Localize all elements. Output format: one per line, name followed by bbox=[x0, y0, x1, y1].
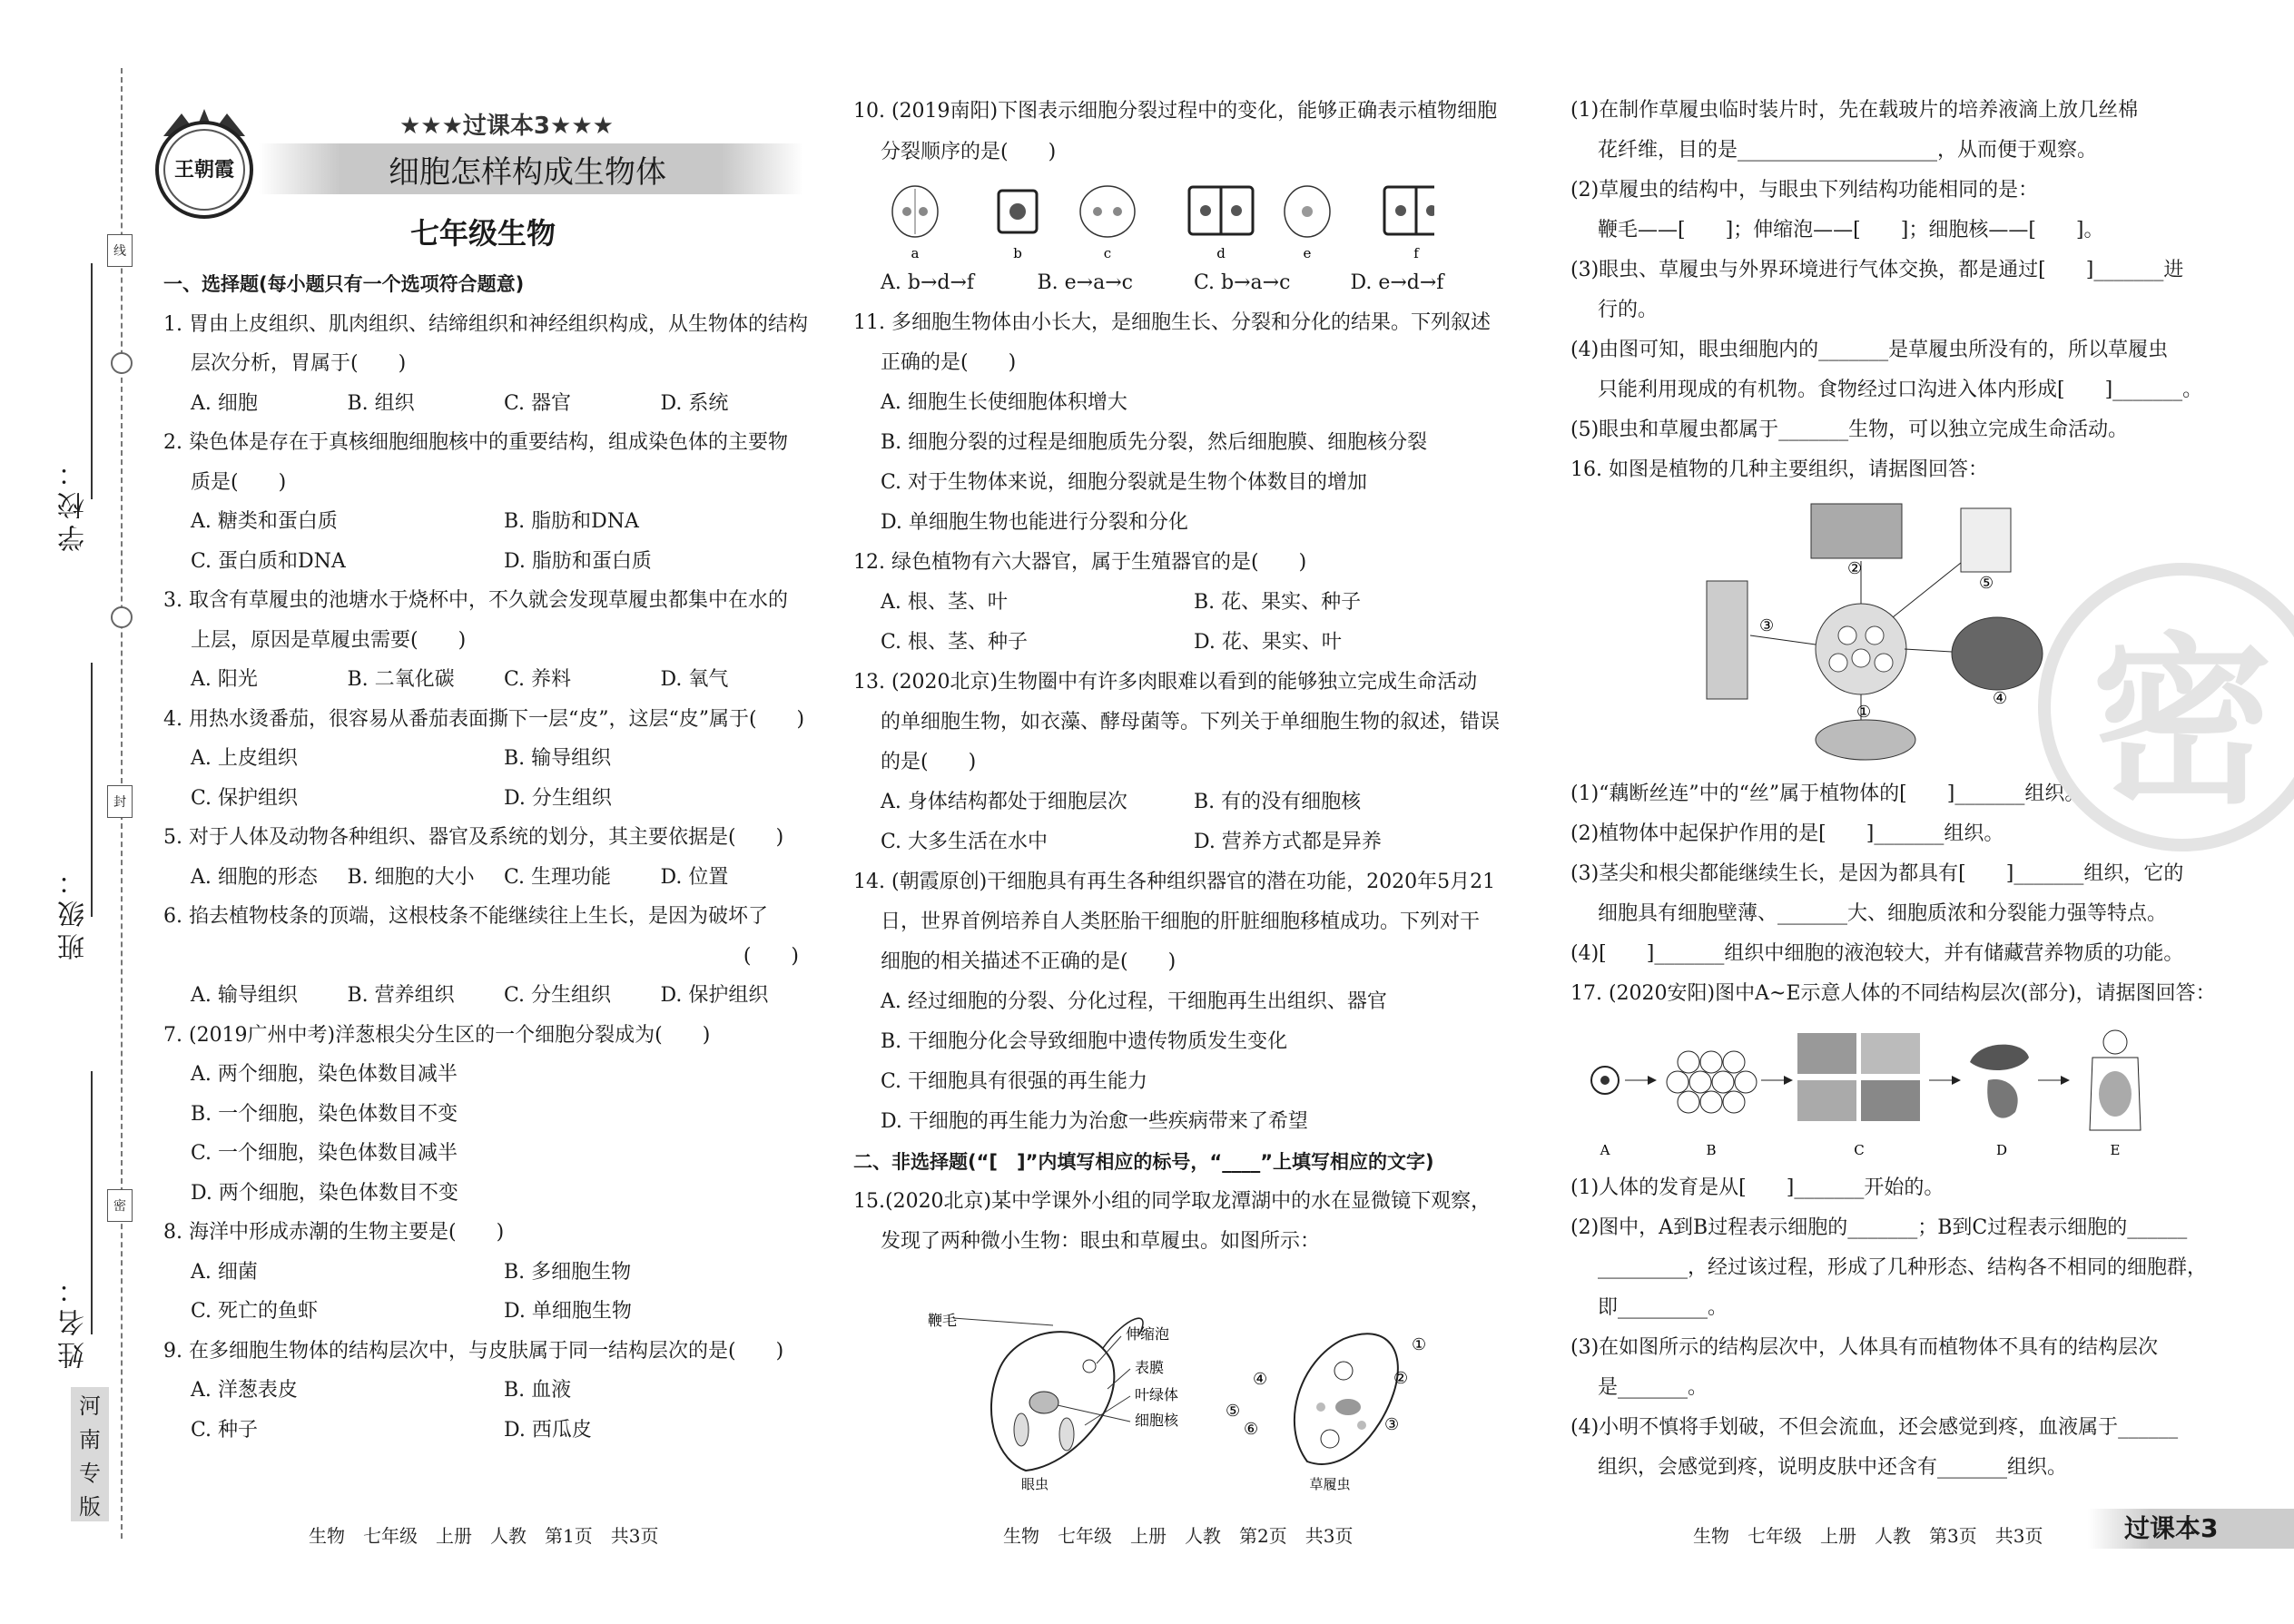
answer-option[interactable]: A. 两个细胞，染色体数目减半 bbox=[191, 1063, 458, 1086]
question-text: _________，经过该过程，形成了几种形态、结构各不相同的细胞群， bbox=[1598, 1256, 2208, 1279]
answer-option[interactable]: C. 分生组织 bbox=[504, 984, 612, 1007]
answer-option[interactable]: B. 花、果实、种子 bbox=[1194, 591, 1362, 614]
answer-option[interactable]: A. 洋葱表皮 bbox=[191, 1379, 298, 1402]
question-text: 的单细胞生物，如衣藻、酵母菌等。下列关于单细胞生物的叙述，错误 bbox=[881, 711, 1501, 733]
option-row bbox=[163, 1292, 817, 1332]
paramecium-drawing bbox=[1295, 1334, 1398, 1464]
answer-option[interactable]: D. 西瓜皮 bbox=[504, 1418, 592, 1442]
sub-question: (3)茎尖和根尖都能继续生长，是因为都具有[ ]_______组织，它的 bbox=[1570, 862, 2184, 885]
fig17-label: C bbox=[1854, 1142, 1865, 1158]
name-label: 姓名： bbox=[58, 1271, 90, 1369]
tissue-number: ④ bbox=[1993, 689, 2008, 708]
sub-question: (4)[ ]_______组织中细胞的液泡较大，并有储藏营养物质的功能。 bbox=[1570, 942, 2184, 965]
answer-option[interactable]: C. 保护组织 bbox=[191, 786, 299, 810]
answer-option[interactable]: B. 干细胞分化会导致细胞中遗传物质发生变化 bbox=[881, 1030, 1288, 1053]
option-row bbox=[853, 623, 1507, 663]
tissue-2 bbox=[1811, 504, 1902, 558]
fig15-organisms bbox=[917, 1307, 1480, 1498]
answer-option[interactable]: A. 根、茎、叶 bbox=[881, 591, 1008, 614]
question-stem: 15.(2020北京)某中学课外小组的同学取龙潭湖中的水在显微镜下观察， bbox=[853, 1190, 1492, 1213]
answer-option[interactable]: A. 阳光 bbox=[191, 668, 258, 691]
tissue-1 bbox=[1816, 720, 1915, 760]
answer-option[interactable]: C. 器官 bbox=[504, 391, 572, 415]
corner-label: 过课本3 bbox=[2088, 1509, 2294, 1549]
sub-question: (4)小明不慎将手划破，不但会流血，还会感觉到疼，血液属于______ bbox=[1570, 1416, 2179, 1439]
binding-hole bbox=[111, 606, 133, 628]
paramecium-number: ② bbox=[1393, 1369, 1409, 1388]
answer-option[interactable]: C. 种子 bbox=[191, 1418, 259, 1442]
sub-question: (5)眼虫和草履虫都属于_______生物，可以独立完成生命活动。 bbox=[1570, 418, 2129, 441]
option-row bbox=[163, 976, 817, 1016]
column-3-a bbox=[1570, 91, 2260, 490]
answer-option[interactable]: D. 系统 bbox=[660, 391, 729, 415]
answer-option[interactable]: C. 死亡的鱼虾 bbox=[191, 1300, 319, 1323]
answer-option[interactable]: B. 一个细胞，染色体数目不变 bbox=[191, 1102, 458, 1126]
answer-option[interactable]: A. 经过细胞的分裂、分化过程，干细胞再生出组织、器官 bbox=[881, 990, 1387, 1013]
question-stem: 4. 用热水烫番茄，很容易从番茄表面撕下一层“皮”，这层“皮”属于( ) bbox=[163, 707, 805, 731]
fig17-label: D bbox=[1995, 1142, 2008, 1158]
question-text: 只能利用现成的有机物。食物经过口沟进入体内形成[ ]_______。 bbox=[1598, 379, 2203, 401]
class-label: 班级： bbox=[58, 862, 90, 960]
cell-c bbox=[1080, 186, 1135, 237]
sub-question: (1)在制作草履虫临时装片时，先在载玻片的培养液滴上放几丝棉 bbox=[1570, 99, 2139, 122]
school-label: 学校： bbox=[58, 454, 90, 552]
question-text: 细胞具有细胞壁薄、_______大、细胞质浓和分裂能力强等特点。 bbox=[1598, 902, 2168, 925]
edition-char: 版 bbox=[79, 1494, 101, 1520]
page-footer-2: 生物 七年级 上册 人教 第2页 共3页 bbox=[1003, 1525, 1354, 1547]
answer-option[interactable]: B. 脂肪和DNA bbox=[504, 510, 639, 533]
edition-badge bbox=[71, 1387, 109, 1521]
fig17-human-levels bbox=[1589, 1026, 2206, 1162]
answer-option[interactable]: B. 多细胞生物 bbox=[504, 1260, 632, 1284]
sub-question: (3)在如图所示的结构层次中，人体具有而植物体不具有的结构层次 bbox=[1570, 1336, 2159, 1359]
sub-question: (4)由图可知，眼虫细胞内的_______是草履虫所没有的，所以草履虫 bbox=[1570, 339, 2169, 361]
paramecium-caption: 草履虫 bbox=[1309, 1476, 1351, 1492]
fig10-label: c bbox=[1103, 245, 1112, 261]
question-stem: 6. 掐去植物枝条的顶端，这根枝条不能继续往上生长，是因为破坏了 bbox=[163, 905, 768, 928]
tissue-5 bbox=[1961, 508, 2011, 572]
level-E-body bbox=[2090, 1030, 2141, 1130]
paramecium-number: ③ bbox=[1384, 1415, 1400, 1434]
seal-mark-xian: 线 bbox=[107, 234, 133, 267]
fig16-plant-tissues bbox=[1698, 499, 2079, 763]
question-text: 的是( ) bbox=[881, 751, 977, 773]
option-row bbox=[163, 502, 817, 542]
answer-option[interactable]: A. 细胞的形态 bbox=[191, 865, 318, 889]
question-text: 日，世界首例培养自人类胚胎干细胞的肝脏细胞移植成功。下列对干 bbox=[881, 910, 1481, 933]
answer-option[interactable]: A. 上皮组织 bbox=[191, 747, 298, 770]
option-row bbox=[853, 583, 1507, 623]
answer-option[interactable]: A. 输导组织 bbox=[191, 984, 298, 1007]
fig17-label: A bbox=[1600, 1142, 1610, 1158]
sub-question: (3)眼虫、草履虫与外界环境进行气体交换，都是通过[ ]_______进 bbox=[1570, 259, 2184, 281]
cell-d bbox=[1189, 187, 1253, 234]
question-text: 上层，原因是草履虫需要( ) bbox=[191, 628, 467, 652]
euglena-label: 鞭毛 bbox=[928, 1312, 958, 1329]
answer-option[interactable]: C. 一个细胞，染色体数目减半 bbox=[191, 1142, 458, 1165]
tissue-number: ⑤ bbox=[1979, 574, 1994, 593]
answer-option[interactable]: D. 分生组织 bbox=[504, 786, 612, 810]
answer-option[interactable]: C. 生理功能 bbox=[504, 865, 612, 889]
answer-option[interactable]: D. 花、果实、叶 bbox=[1194, 631, 1342, 654]
answer-option[interactable]: B. 细胞的大小 bbox=[347, 865, 475, 889]
answer-option[interactable]: D. 保护组织 bbox=[660, 984, 769, 1007]
fig10-label: d bbox=[1216, 245, 1226, 261]
paramecium-number: ⑤ bbox=[1226, 1402, 1241, 1421]
cell-f bbox=[1384, 187, 1434, 234]
answer-option[interactable]: D. 单细胞生物 bbox=[504, 1300, 632, 1323]
question-text: 质是( ) bbox=[191, 470, 287, 494]
option-row bbox=[163, 779, 817, 819]
unit-title: 细胞怎样构成生物体 bbox=[389, 154, 666, 191]
option-row bbox=[853, 782, 1507, 822]
question-stem: 17. (2020安阳)图中A~E示意人体的不同结构层次(部分)，请据图回答： bbox=[1570, 982, 2216, 1005]
column-1 bbox=[163, 265, 817, 1450]
option-row bbox=[163, 1253, 817, 1293]
option-row bbox=[163, 1411, 817, 1451]
euglena-drawing bbox=[953, 1318, 1143, 1471]
question-stem: 1. 胃由上皮组织、肌肉组织、结缔组织和神经组织构成，从生物体的结构 bbox=[163, 312, 808, 336]
edition-char: 河 bbox=[79, 1393, 101, 1419]
fig10-label: b bbox=[1013, 245, 1022, 261]
euglena-caption: 眼虫 bbox=[1020, 1476, 1049, 1492]
answer-option[interactable]: B. e→a→c bbox=[1037, 271, 1133, 294]
tissue-number: ① bbox=[1856, 703, 1872, 722]
question-text: 层次分析，胃属于( ) bbox=[191, 352, 407, 375]
euglena-label: 伸缩泡 bbox=[1126, 1325, 1170, 1343]
answer-option[interactable]: D. 单细胞生物也能进行分裂和分化 bbox=[881, 511, 1188, 534]
answer-option[interactable]: B. 组织 bbox=[347, 391, 415, 415]
answer-option[interactable]: B. 有的没有细胞核 bbox=[1194, 791, 1362, 813]
paramecium-number: ④ bbox=[1253, 1370, 1268, 1389]
question-text: 鞭毛——[ ]；伸缩泡——[ ]；细胞核——[ ]。 bbox=[1598, 219, 2104, 241]
question-stem: 10. (2019南阳)下图表示细胞分裂过程中的变化，能够正确表示植物细胞 bbox=[853, 100, 1498, 123]
sub-question: (2)草履虫的结构中，与眼虫下列结构功能相同的是： bbox=[1570, 179, 2039, 202]
paramecium-number: ① bbox=[1412, 1335, 1427, 1354]
page-footer-3: 生物 七年级 上册 人教 第3页 共3页 bbox=[1693, 1525, 2043, 1547]
euglena-label: 表膜 bbox=[1135, 1359, 1165, 1376]
tissue-3 bbox=[1707, 581, 1748, 699]
question-stem: 3. 取含有草履虫的池塘水于烧杯中，不久就会发现草履虫都集中在水的 bbox=[163, 589, 788, 612]
answer-option[interactable]: A. 细胞 bbox=[191, 391, 258, 415]
cell-e bbox=[1285, 186, 1330, 237]
fig10-label: a bbox=[911, 245, 920, 261]
edition-char: 南 bbox=[79, 1427, 101, 1452]
question-stem: 5. 对于人体及动物各种组织、器官及系统的划分，其主要依据是( ) bbox=[163, 826, 784, 849]
answer-option[interactable]: B. 输导组织 bbox=[504, 747, 612, 770]
watermark-stamp: 密 bbox=[2038, 563, 2294, 851]
answer-bracket[interactable]: ( ) bbox=[743, 944, 799, 968]
option-row bbox=[163, 384, 817, 424]
sub-question: (2)植物体中起保护作用的是[ ]_______组织。 bbox=[1570, 822, 2004, 845]
page-footer-1: 生物 七年级 上册 人教 第1页 共3页 bbox=[309, 1525, 659, 1547]
question-stem: 11. 多细胞生物体由小长大，是细胞生长、分裂和分化的结果。下列叙述 bbox=[853, 311, 1491, 334]
question-text: 细胞的相关描述不正确的是( ) bbox=[881, 950, 1177, 973]
answer-option[interactable]: D. 干细胞的再生能力为治愈一些疾病带来了希望 bbox=[881, 1110, 1308, 1133]
brand-logo bbox=[145, 104, 263, 222]
answer-option[interactable]: A. 身体结构都处于细胞层次 bbox=[881, 791, 1127, 813]
cell-b bbox=[999, 191, 1037, 232]
option-row bbox=[163, 739, 817, 779]
binding-hole bbox=[111, 352, 133, 374]
option-row bbox=[163, 858, 817, 898]
tissue-number: ② bbox=[1847, 559, 1863, 578]
question-stem: 16. 如图是植物的几种主要组织，请据图回答： bbox=[1570, 458, 1988, 481]
question-text: 花纤维，目的是____________________，从而便于观察。 bbox=[1598, 139, 2098, 162]
answer-option[interactable]: A. 细菌 bbox=[191, 1260, 258, 1284]
answer-option[interactable]: A. 细胞生长使细胞体积增大 bbox=[881, 391, 1127, 414]
answer-option[interactable]: D. e→d→f bbox=[1350, 271, 1444, 294]
column-2 bbox=[853, 263, 1507, 1262]
question-stem: 7. (2019广州中考)洋葱根尖分生区的一个细胞分裂成为( ) bbox=[163, 1023, 711, 1047]
fig10-cell-division bbox=[890, 182, 1434, 263]
question-text: 即_________。 bbox=[1598, 1296, 1728, 1319]
edition-char: 专 bbox=[79, 1461, 101, 1486]
option-row bbox=[163, 660, 817, 700]
level-A-cell bbox=[1591, 1067, 1619, 1094]
euglena-label: 叶绿体 bbox=[1135, 1386, 1179, 1403]
answer-option[interactable]: C. 干细胞具有很强的再生能力 bbox=[881, 1070, 1148, 1093]
question-stem: 12. 绿色植物有六大器官，属于生殖器官的是( ) bbox=[853, 551, 1307, 574]
answer-option[interactable]: C. 养料 bbox=[504, 668, 572, 691]
question-text: 正确的是( ) bbox=[881, 351, 1017, 374]
option-row bbox=[853, 822, 1507, 862]
question-text: 发现了两种微小生物：眼虫和草履虫。如图所示： bbox=[881, 1230, 1321, 1253]
answer-option[interactable]: C. b→a→c bbox=[1194, 271, 1291, 294]
answer-option[interactable]: A. 糖类和蛋白质 bbox=[191, 510, 338, 533]
sub-question: (1)人体的发育是从[ ]_______开始的。 bbox=[1570, 1176, 1944, 1199]
question-text: 行的。 bbox=[1598, 299, 1659, 321]
level-D-organs bbox=[1970, 1045, 2029, 1118]
column-3-c bbox=[1570, 1168, 2260, 1488]
answer-option[interactable]: D. 营养方式都是异养 bbox=[1194, 831, 1382, 853]
answer-option[interactable]: B. 二氧化碳 bbox=[347, 668, 455, 691]
seal-mark-mi: 密 bbox=[107, 1189, 133, 1222]
cell-a bbox=[892, 186, 938, 237]
question-stem: 2. 染色体是存在于真核细胞细胞核中的重要结构，组成染色体的主要物 bbox=[163, 431, 788, 454]
level-B-cells bbox=[1667, 1051, 1757, 1113]
series-title: ★★★过课本3★★★ bbox=[399, 113, 614, 140]
fig17-label: E bbox=[2110, 1142, 2121, 1158]
answer-option[interactable]: A. b→d→f bbox=[881, 271, 975, 294]
tissue-4 bbox=[1952, 617, 2043, 690]
question-text: 分裂顺序的是( ) bbox=[881, 141, 1057, 163]
answer-option[interactable]: B. 细胞分裂的过程是细胞质先分裂，然后细胞膜、细胞核分裂 bbox=[881, 431, 1428, 454]
option-row bbox=[163, 1371, 817, 1411]
section-heading: 一、选择题(每小题只有一个选项符合题意) bbox=[163, 273, 525, 295]
subject-title: 七年级生物 bbox=[410, 216, 556, 251]
answer-option[interactable]: D. 氧气 bbox=[660, 668, 729, 691]
answer-option[interactable]: C. 根、茎、种子 bbox=[881, 631, 1029, 654]
fig10-label: f bbox=[1413, 245, 1419, 261]
answer-option[interactable]: C. 蛋白质和DNA bbox=[191, 549, 346, 573]
question-stem: 13. (2020北京)生物圈中有许多肉眼难以看到的能够独立完成生命活动 bbox=[853, 671, 1478, 694]
answer-option[interactable]: D. 位置 bbox=[660, 865, 729, 889]
seal-mark-feng: 封 bbox=[107, 785, 133, 818]
question-stem: 8. 海洋中形成赤潮的生物主要是( ) bbox=[163, 1221, 505, 1244]
answer-option[interactable]: D. 两个细胞，染色体数目不变 bbox=[191, 1181, 458, 1205]
question-text: 是_______。 bbox=[1598, 1376, 1708, 1399]
level-C-tissues bbox=[1797, 1033, 1920, 1121]
euglena-label: 细胞核 bbox=[1135, 1412, 1179, 1429]
fig10-label: e bbox=[1303, 245, 1312, 261]
question-stem: 14. (朝霞原创)干细胞具有再生各种组织器官的潜在功能，2020年5月21 bbox=[853, 871, 1496, 893]
sub-question: (1)“藕断丝连”中的“丝”属于植物体的[ ]_______组织。 bbox=[1570, 782, 2085, 805]
sub-question: (2)图中，A到B过程表示细胞的_______；B到C过程表示细胞的______ bbox=[1570, 1216, 2188, 1239]
answer-option[interactable]: C. 大多生活在水中 bbox=[881, 831, 1049, 853]
section-heading: 二、非选择题(“[ ]”内填写相应的标号，“____”上填写相应的文字) bbox=[853, 1151, 1434, 1173]
question-text: 组织，会感觉到疼，说明皮肤中还含有_______组织。 bbox=[1598, 1456, 2068, 1479]
question-stem: 9. 在多细胞生物体的结构层次中，与皮肤属于同一结构层次的是( ) bbox=[163, 1339, 784, 1363]
answer-option[interactable]: B. 血液 bbox=[504, 1379, 572, 1402]
logo-text: 王朝霞 bbox=[173, 158, 234, 182]
answer-option[interactable]: C. 对于生物体来说，细胞分裂就是生物个体数目的增加 bbox=[881, 471, 1368, 494]
paramecium-number: ⑥ bbox=[1244, 1420, 1259, 1439]
answer-option[interactable]: B. 营养组织 bbox=[347, 984, 455, 1007]
fig17-label: B bbox=[1706, 1142, 1717, 1158]
tissue-number: ③ bbox=[1759, 616, 1775, 635]
column-2-top bbox=[853, 91, 1507, 172]
answer-option[interactable]: D. 脂肪和蛋白质 bbox=[504, 549, 652, 573]
option-row bbox=[853, 263, 1507, 303]
option-row bbox=[163, 542, 817, 582]
